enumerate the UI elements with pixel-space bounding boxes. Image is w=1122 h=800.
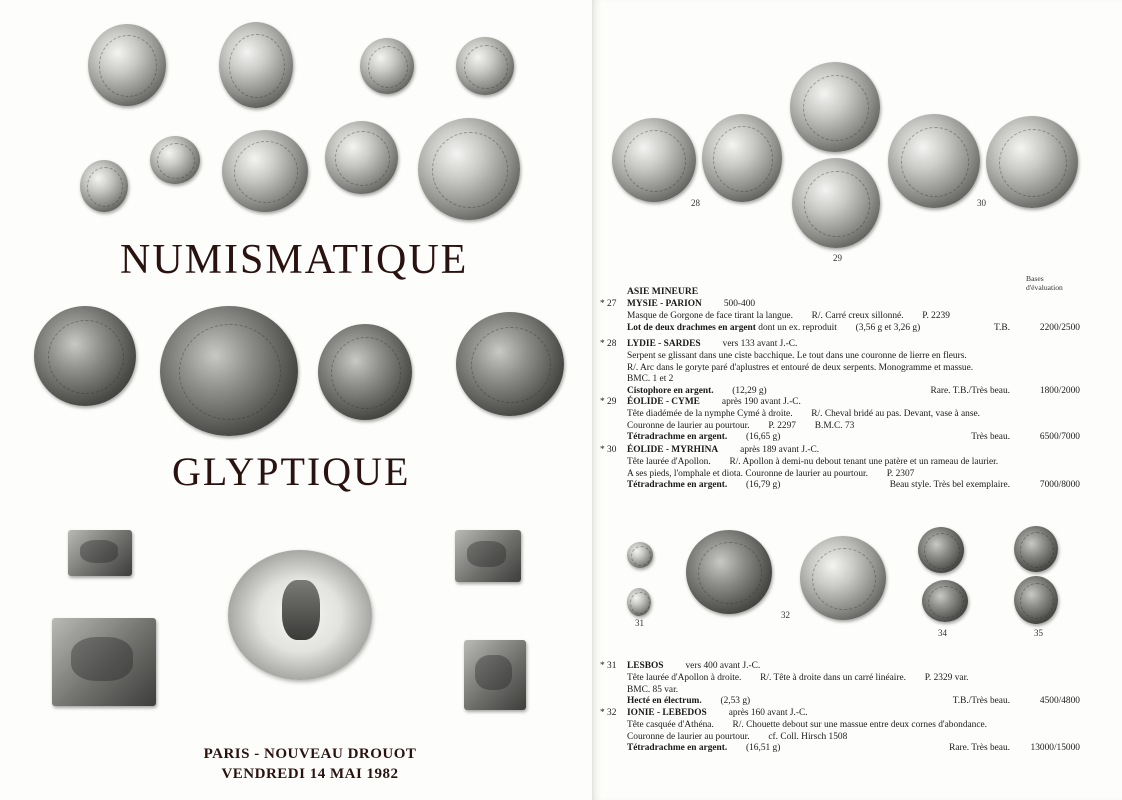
sale-date: VENDREDI 14 MAI 1982: [221, 766, 399, 782]
coin-image: [160, 306, 298, 436]
bases-evaluation-heading: [1026, 274, 1063, 292]
lot-region: MYSIE - PARION: [627, 299, 702, 309]
lot-denomination: [627, 480, 780, 492]
lot-type: Tétradrachme en argent.: [627, 480, 728, 491]
lot-grade: Rare. Très beau.: [949, 743, 1010, 754]
coin-image: [686, 530, 772, 614]
coin-image: [456, 37, 514, 95]
lot-weight: (2,53 g): [701, 696, 751, 707]
lot-heading: [627, 661, 760, 673]
lot-description-line: Masque de Gorgone de face tirant la langue. R/. Carré creux sillonné. P. 2239: [627, 310, 950, 321]
coin-image: [922, 580, 968, 622]
coin-image: [219, 22, 293, 108]
section-heading: ASIE MINEURE: [627, 286, 699, 297]
coin-image: [150, 136, 200, 184]
coin-image: [800, 536, 886, 620]
catalogue-title-numismatique: NUMISMATIQUE: [120, 237, 469, 283]
lot-number: * 28: [600, 339, 617, 349]
lot-region: ÉOLIDE - CYME: [627, 397, 700, 407]
lot-number: * 29: [600, 397, 617, 407]
lot-heading: [627, 299, 755, 311]
plate-number: 30: [977, 198, 986, 208]
lot-estimate: 13000/15000: [1030, 743, 1080, 754]
lot-region: LESBOS: [627, 661, 664, 671]
bases-label: Bases: [1026, 274, 1044, 283]
lot-estimate: 6500/7000: [1039, 432, 1080, 443]
plate-number: 34: [938, 628, 947, 638]
pendant-jewel-image: [228, 550, 372, 680]
lot-heading: [627, 397, 801, 409]
evaluation-label: d'évaluation: [1026, 283, 1063, 292]
lot-heading: [627, 339, 797, 351]
lot-number: * 32: [600, 708, 617, 718]
engraved-gem-image: [52, 618, 156, 706]
lot-description-line: BMC. 85 var.: [627, 684, 679, 695]
plate-number: 32: [781, 610, 790, 620]
coin-image: [1014, 526, 1058, 572]
lot-grade: Beau style. Très bel exemplaire.: [889, 480, 1010, 491]
lot-weight: (16,79 g): [727, 480, 781, 491]
lot-date: après 189 avant J.-C.: [740, 445, 820, 455]
coin-image: [418, 118, 520, 220]
lot-weight: (16,51 g): [727, 743, 781, 754]
lot-date: après 190 avant J.-C.: [721, 397, 801, 407]
coin-image: [88, 24, 166, 106]
plate-number: 29: [833, 253, 842, 263]
lot-description-line: Tête laurée d'Apollon. R/. Apollon à demi-nu debout tenant une patère et un rameau de laurier.: [627, 456, 999, 467]
coin-image: [1014, 576, 1058, 624]
lot-weight: (12,29 g): [713, 386, 767, 397]
lot-denomination: [627, 432, 780, 444]
lot-type: Tétradrachme en argent.: [627, 432, 728, 443]
lot-description-line: Tête diadémée de la nymphe Cymé à droite. R/. Cheval bridé au pas. Devant, vase à anse.: [627, 408, 981, 419]
lot-date: après 160 avant J.-C.: [728, 708, 808, 718]
lot-estimate: 2200/2500: [1039, 322, 1080, 333]
lot-estimate: 7000/8000: [1039, 480, 1080, 491]
coin-image: [456, 312, 564, 416]
lot-weight: (16,65 g): [727, 432, 781, 443]
lot-description-line: Couronne de laurier au pourtour. cf. Coll. Hirsch 1508: [627, 731, 848, 742]
lot-date: vers 400 avant J.-C.: [685, 661, 761, 671]
coin-image: [627, 542, 653, 568]
coin-image: [986, 116, 1078, 208]
lot-description-line: BMC. 1 et 2: [627, 374, 674, 385]
lot-date: 500-400: [723, 299, 756, 309]
lot-description-line: Tête laurée d'Apollon à droite. R/. Tête à droite dans un carré linéaire. P. 2329 var.: [627, 672, 969, 683]
lot-denomination: [627, 323, 920, 335]
plate-number: 28: [691, 198, 700, 208]
engraved-gem-image: [464, 640, 526, 710]
coin-image: [790, 62, 880, 152]
lot-description-line: R/. Arc dans le goryte paré d'aplustres et entouré de deux serpents. Monogramme et massue.: [627, 362, 974, 373]
lot-description-line: A ses pieds, l'omphale et diota. Couronne de laurier au pourtour. P. 2307: [627, 468, 915, 479]
lot-estimate: 4500/4800: [1039, 696, 1080, 707]
coin-image: [80, 160, 128, 212]
lot-number: * 30: [600, 445, 617, 455]
lot-estimate: 1800/2000: [1039, 386, 1080, 397]
lot-description-line: Serpent se glissant dans une ciste bacchique. Le tout dans une couronne de lierre en fleurs.: [627, 350, 967, 361]
engraved-gem-image: [68, 530, 132, 576]
lot-description-line: Tête casquée d'Athéna. R/. Chouette debout sur une massue entre deux cornes d'abondance.: [627, 719, 988, 730]
coin-image: [918, 527, 964, 573]
coin-image: [627, 588, 651, 616]
lot-heading: [627, 708, 808, 720]
lot-denomination: [627, 743, 780, 755]
coin-image: [792, 158, 880, 248]
lot-date: vers 133 avant J.-C.: [722, 339, 798, 349]
plate-number: 35: [1034, 628, 1043, 638]
coin-image: [888, 114, 980, 208]
plate-number: 31: [635, 618, 644, 628]
coin-image: [318, 324, 412, 420]
coin-image: [702, 114, 782, 202]
lot-grade: Très beau.: [971, 432, 1010, 443]
lot-type: Hecté en électrum.: [627, 696, 702, 707]
coin-image: [222, 130, 308, 212]
engraved-gem-image: [455, 530, 521, 582]
coin-image: [325, 121, 398, 194]
lot-denomination: [627, 696, 750, 708]
lot-heading: [627, 445, 819, 457]
lot-grade: Rare. T.B./Très beau.: [930, 386, 1010, 397]
lot-number: * 31: [600, 661, 617, 671]
coin-image: [612, 118, 696, 202]
lot-weight: dont un ex. reproduit (3,56 g et 3,26 g): [755, 322, 921, 333]
lot-type: Tétradrachme en argent.: [627, 743, 728, 754]
coin-image: [360, 38, 414, 94]
lot-region: LYDIE - SARDES: [627, 339, 701, 349]
lot-type: Lot de deux drachmes en argent: [627, 322, 756, 333]
lot-region: IONIE - LEBEDOS: [627, 708, 707, 718]
lot-grade: T.B.: [994, 322, 1010, 333]
lot-grade: T.B./Très beau.: [952, 696, 1010, 707]
lot-region: ÉOLIDE - MYRHINA: [627, 445, 719, 455]
lot-description-line: Couronne de laurier au pourtour. P. 2297 B.M.C. 73: [627, 420, 855, 431]
lot-type: Cistophore en argent.: [627, 386, 714, 397]
sale-location: PARIS - NOUVEAU DROUOT: [203, 746, 417, 762]
coin-image: [34, 306, 136, 406]
catalogue-title-glyptique: GLYPTIQUE: [172, 449, 411, 494]
lot-number: * 27: [600, 299, 617, 309]
